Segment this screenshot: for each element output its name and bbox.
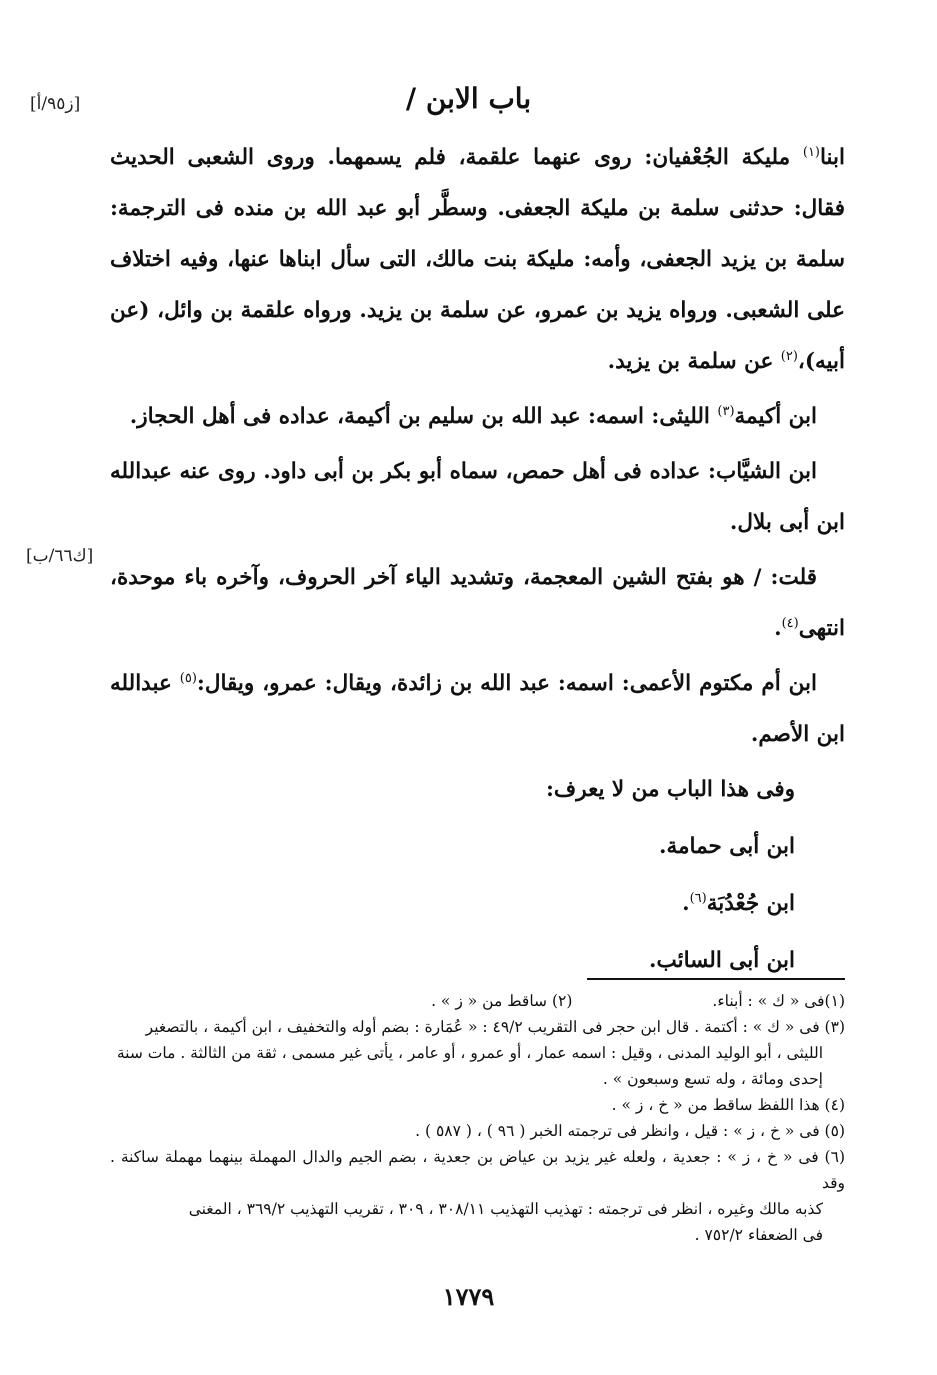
main-text bbox=[110, 132, 845, 992]
manuscript-marker-side: [ك٦٦/ب] bbox=[26, 546, 94, 566]
footnote-3-cont: إحدى ومائة ، وله تسع وسبعون » . bbox=[602, 1070, 823, 1088]
paragraph-qultu bbox=[110, 552, 845, 654]
text-run: ابن أكيمة bbox=[734, 404, 817, 429]
footnote-ref-3: (٣) bbox=[717, 403, 735, 419]
footnote-ref-6: (٦) bbox=[689, 890, 707, 906]
text-run: الليثى: اسمه: عبد الله بن سليم بن أكيمة، عداده فى أهل الحجاز. bbox=[129, 404, 718, 429]
text-run: مليكة الجُعْفيان: روى عنهما علقمة، فلم يسمهما. وروى الشعبى الحديث فقال: حدثنى سلمة بن مليكة الجعفى. وسطَّر أبو عبد الله بن منده فى الترجمة: سلمة بن يزيد الجعفى، وأمه: مليكة بنت مالك، التى سأل ابناها عنها، وفيه اختلاف على الشعبى. ورواه يزيد بن عمرو، عن سلمة بن يزيد. ورواه علقمة بن وائل، (عن أبيه)، bbox=[110, 145, 845, 374]
text-run: ابنا bbox=[820, 145, 845, 170]
list-intro: وفى هذا الباب من لا يعرف: bbox=[546, 777, 795, 802]
text-run: ابن جُعْدُبَة bbox=[706, 891, 795, 916]
footnote-5: (٥) فى « خ ، ز » : قيل ، وانظر فى ترجمته الخبر ( ٩٦ ) ، ( ٥٨٧ ) . bbox=[415, 1122, 845, 1140]
footnote-6-cont: كذبه مالك وغيره ، انظر فى ترجمته : تهذيب التهذيب ٣٠٨/١١ ، ٣٠٩ ، تقريب التهذيب ٣٦٩/٢ ، المغنى bbox=[188, 1200, 823, 1218]
footnote-row bbox=[110, 988, 845, 1014]
footnote-4: (٤) هذا اللفظ ساقط من « خ ، ز » . bbox=[611, 1096, 845, 1114]
page-number: ١٧٧٩ bbox=[442, 1282, 495, 1311]
text-run: ابن أم مكتوم الأعمى: اسمه: عبد الله بن زائدة، ويقال: عمرو، ويقال: bbox=[196, 671, 817, 696]
paragraph-ibn-alshayyab: ابن الشيَّاب: عداده فى أهل حمص، سماه أبو بكر بن أبى داود. روى عنه عبدالله ابن أبى بلال. bbox=[110, 459, 845, 535]
footnote-ref-5: (٥) bbox=[179, 670, 197, 686]
paragraph-ibna-mulayka bbox=[110, 132, 845, 387]
paragraph-ibn-ukayma bbox=[110, 391, 845, 442]
list-item: ابن أبى السائب. bbox=[648, 948, 795, 973]
text-run: . bbox=[774, 616, 782, 641]
footnote-6: (٦) فى « خ ، ز » : جعدية ، ولعله غير يزيد بن عياض بن جعدية ، بضم الجيم والدال المهملة بينهما مهملة ساكنة . وقد bbox=[110, 1148, 845, 1192]
footnote-3-cont: الليثى ، أبو الوليد المدنى ، وقيل : اسمه عمار ، أو عمرو ، أو عامر ، يأتى غير مسمى ، ثقة من الثالثة . مات سنة bbox=[116, 1044, 823, 1062]
list-item: ابن أبى حمامة. bbox=[659, 834, 795, 859]
text-run: عبدالله ابن الأصم. bbox=[110, 671, 845, 747]
page-title: باب الابن / bbox=[405, 82, 532, 115]
footnote-2: (٢) ساقط من « ز » . bbox=[431, 992, 573, 1010]
footnote-ref-4: (٤) bbox=[781, 615, 799, 631]
footnotes bbox=[110, 988, 845, 1248]
text-run: . bbox=[682, 891, 690, 916]
text-run: عن سلمة بن يزيد. bbox=[607, 349, 781, 374]
paragraph-ibn-umm-maktum bbox=[110, 658, 845, 760]
footnote-1: (١)فى « ك » : أبناء. bbox=[712, 992, 845, 1010]
text-run: قلت: / هو بفتح الشين المعجمة، وتشديد الياء آخر الحروف، وآخره باء موحدة، انتهى bbox=[110, 565, 845, 641]
list-item bbox=[110, 878, 795, 929]
footnote-3: (٣) فى « ك » : أكتمة . قال ابن حجر فى التقريب ٤٩/٢ : « عُمَارة : بضم أوله والتخفيف ، ابن أكيمة ، بالتصغير bbox=[145, 1018, 845, 1036]
footnote-divider bbox=[587, 978, 845, 980]
footnote-6-cont: فى الضعفاء ٧٥٢/٢ . bbox=[694, 1226, 823, 1244]
footnote-ref-1: (١) bbox=[802, 144, 820, 160]
manuscript-marker-top: [ز٩٥/أ] bbox=[30, 94, 81, 114]
footnote-ref-2: (٢) bbox=[780, 348, 798, 364]
